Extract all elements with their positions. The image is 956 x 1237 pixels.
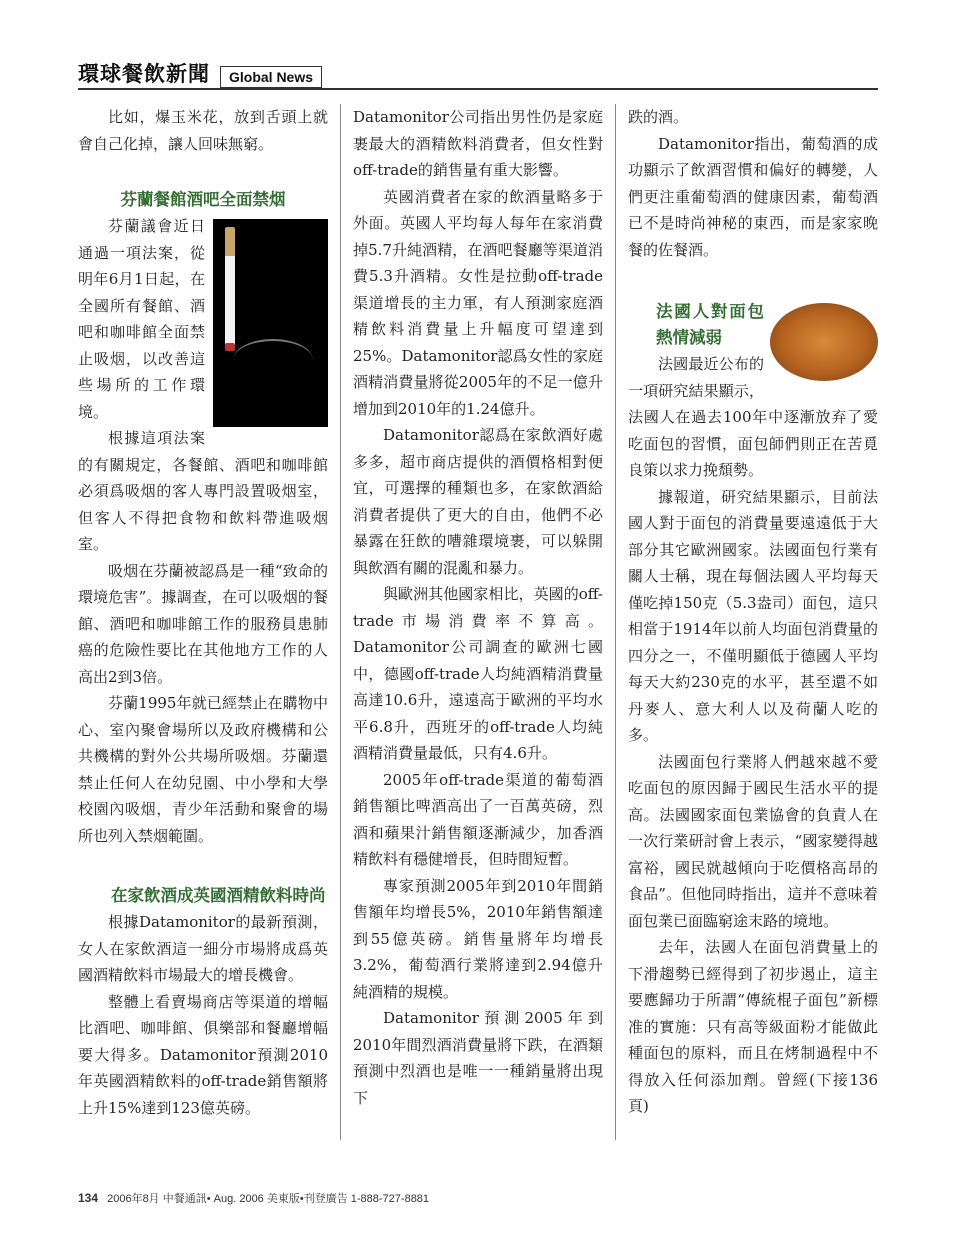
footer-text: 2006年8月 中餐通訊• Aug. 2006 美東版•刊登廣告 1-888-727-8881	[107, 1193, 430, 1205]
paragraph: 專家預測2005年到2010年間銷售額年均增長5%，2010年銷售額達到55億英磅。銷售量將年均增長3.2%，葡萄酒行業將達到2.94億升純酒精的規模。	[353, 876, 603, 1001]
paragraph: Datamonitor公司指出男性仍是家庭裹最大的酒精飲料消費者，但女性對off-trade的銷售量有重大影響。	[353, 108, 603, 179]
paragraph: 與歐洲其他國家相比，英國的off-trade市場消費率不算高。Datamonitor公司調查的歐洲七國中，德國off-trade人均純酒精消費量高達10.6升，遠遠高于歐洲的平均水平6.8升，西班牙的off-trade人均純酒精消費量最低，只有4.6升。	[353, 585, 603, 762]
paragraph: 根據這項法案的有關規定，各餐館、酒吧和咖啡館必須爲吸烟的客人專門設置吸烟室，但客人不得把食物和飲料帶進吸烟室。	[78, 429, 328, 553]
paragraph: 英國消費者在家的飲酒量略多于外面。英國人平均每人每年在家消費掉5.7升純酒精，在酒吧餐廳等渠道消費5.3升酒精。女性是拉動off-trade渠道增長的主力軍，有人預測家庭酒精飲料消費量上升幅度可望達到25%。Datamonitor認爲女性的家庭酒精消費量將從2005年的不足一億升增加到2010年的1.24億升。	[353, 187, 603, 418]
paragraph: 法國最近公布的一項研究結果顯示，法國人在過去100年中逐漸放弃了愛吃面包的習慣，面包師們則正在苦覓良策以求力挽頹勢。	[628, 355, 878, 479]
paragraph: 整體上看賣場商店等渠道的增幅比酒吧、咖啡館、俱樂部和餐廳增幅要大得多。Datamonitor預測2010年英國酒精飲料的off-trade銷售額將上升15%達到123億英磅。	[78, 992, 328, 1117]
paragraph: 跌的酒。	[628, 108, 689, 126]
paragraph: Datamonitor認爲在家飲酒好處多多，超市商店提供的酒價格相對便宜，可選擇的種類也多，在家飲酒給消費者提供了更大的自由，他們不必暴露在狂飲的嘈雜環境裹，可以躲開與飲酒有關的混亂和暴力。	[353, 426, 603, 577]
column-3	[628, 104, 878, 1120]
paragraph: Datamonitor預測2005年到2010年間烈酒消費量將下跌，在酒類預測中烈酒也是唯一一種銷量將出現下	[353, 1009, 603, 1107]
bread-image	[770, 303, 878, 381]
paragraph: 去年，法國人在面包消費量上的下滑趨勢已經得到了初步遏止，這主要應歸功于所謂“傳統棍子面包”新標准的實施：只有高等級面粉才能做此種面包的原料，而且在烤制過程中不得放入任何添加劑。曾經(下接136頁)	[628, 938, 878, 1115]
masthead-section-label: Global News	[220, 66, 322, 88]
paragraph: 芬蘭議會近日通過一項法案，從明年6月1日起，在全國所有餐館、酒吧和咖啡館全面禁止吸烟，以改善這些場所的工作環境。	[78, 217, 205, 421]
page-number: 134	[78, 1191, 99, 1205]
masthead	[78, 58, 322, 88]
article-headline-finland: 芬蘭餐館酒吧全面禁烟	[120, 190, 286, 209]
column-divider	[615, 104, 616, 1140]
column-2	[353, 104, 603, 1111]
paragraph: 法國面包行業將人們越來越不愛吃面包的原因歸于國民生活水平的提高。法國國家面包業協會的負責人在一次行業研討會上表示，“國家變得越富裕，國民就越傾向于吃價格高昂的食品”。但他同時指出，這并不意味着面包業已面臨窮途末路的境地。	[628, 752, 878, 930]
paragraph: 比如，爆玉米花，放到舌頭上就會自己化掉，讓人回味無窮。	[78, 108, 328, 153]
cigarette-image	[213, 219, 328, 427]
article-headline-france: 法國人對面包熱情減弱	[656, 302, 764, 347]
column-1	[78, 104, 328, 1121]
paragraph: 據報道，研究結果顯示，目前法國人對于面包的消費量要遠遠低于大部分其它歐洲國家。法國面包行業有關人士稱，現在每個法國人平均每天僅吃掉150克（5.3盎司）面包，這只相當于1914年以前人均面包消費量的四分之一，不僅明顯低于德國人平均每天大約230克的水平，甚至還不如丹麥人、意大利人以及荷蘭人吃的多。	[628, 487, 878, 744]
paragraph: 吸烟在芬蘭被認爲是一種“致命的環境危害”。據調查，在可以吸烟的餐館、酒吧和咖啡館工作的服務員患肺癌的危險性要比在其他地方工作的人高出2到3倍。	[78, 561, 328, 686]
paragraph: 芬蘭1995年就已經禁止在購物中心、室內聚會場所以及政府機構和公共機構的對外公共場所吸烟。芬蘭還禁止任何人在幼兒園、中小學和大學校園內吸烟，青少年活動和聚會的場所也列入禁烟範圍。	[78, 694, 328, 845]
masthead-title: 環球餐飲新聞	[78, 62, 210, 86]
article-headline-uk: 在家飲酒成英國酒精飲料時尚	[111, 886, 326, 905]
page-footer	[78, 1190, 429, 1206]
paragraph: 2005年off-trade渠道的葡萄酒銷售額比啤酒高出了一百萬英磅，烈酒和蘋果汁銷售額逐漸減少，加香酒精飲料有穩健增長，但時間短暫。	[353, 770, 603, 868]
masthead-rule	[78, 88, 878, 90]
column-divider	[340, 104, 341, 1140]
paragraph: 根據Datamonitor的最新預測，女人在家飲酒這一細分市場將成爲英國酒精飲料市場最大的增長機會。	[78, 913, 328, 984]
paragraph: Datamonitor指出，葡萄酒的成功顯示了飲酒習慣和偏好的轉變，人們更注重葡萄酒的健康因素，葡萄酒已不是時尚神秘的東西，而是家家晚餐的佐餐酒。	[628, 134, 878, 259]
